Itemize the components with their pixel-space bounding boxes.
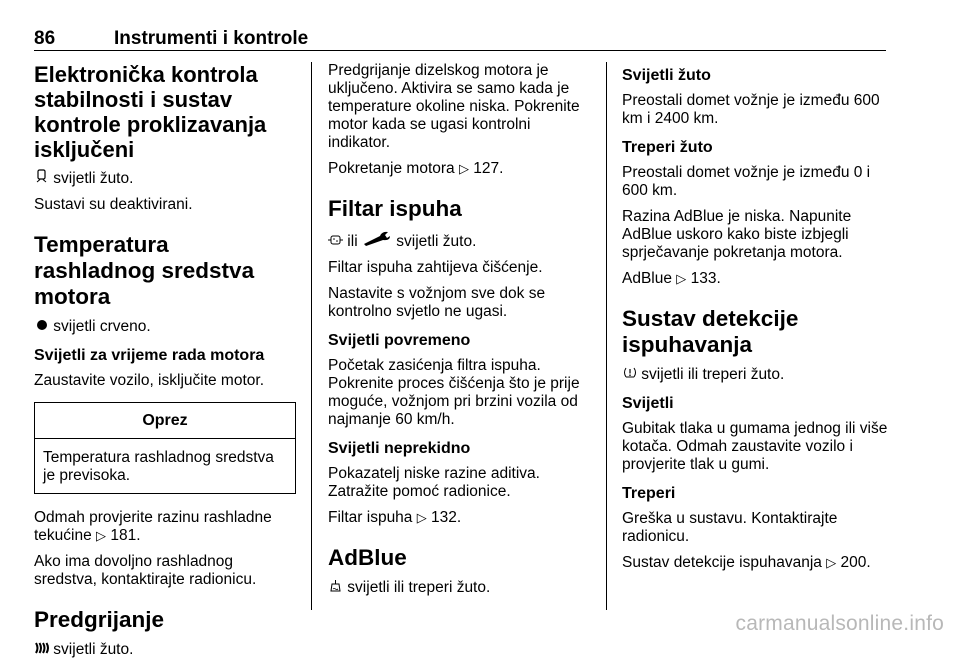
column-divider: [311, 62, 312, 610]
paragraph: [328, 579, 590, 597]
paragraph: Početak zasićenja filtra ispuha. Pokrenite proces čišćenja što je prije moguće, vožnjom pri brzini vozila od najmanje 60 km/h.: [328, 357, 580, 428]
subheading: Svijetli žuto: [622, 67, 711, 84]
text: ili: [343, 233, 362, 250]
subheading: Svijetli neprekidno: [328, 440, 471, 457]
paragraph: Gubitak tlaka u gumama jednog ili više kotača. Odmah zaustavite vozilo i provjerite tlak u gumi.: [622, 420, 888, 473]
adblue-icon: [328, 579, 343, 597]
paragraph: [34, 509, 296, 545]
subheading: Svijetli: [622, 395, 674, 412]
paragraph: Greška u sustavu. Kontaktirajte radionicu.: [622, 510, 838, 545]
caution-title: Oprez: [35, 403, 295, 439]
text: svijetli ili treperi žuto.: [343, 579, 491, 596]
section-title-esc: Elektronička kontrola stabilnosti i sustav kontrole proklizavanja isključeni: [34, 62, 267, 162]
column-2: [328, 62, 590, 605]
paragraph: [622, 554, 888, 572]
text: Filtar ispuha: [328, 509, 417, 526]
tire-pressure-icon: [622, 366, 637, 384]
column-3: [622, 62, 888, 580]
column-1: [34, 62, 296, 667]
paragraph: Preostali domet vožnje je između 600 km i 2400 km.: [622, 92, 880, 127]
paragraph: Pokazatelj niske razine aditiva. Zatražite pomoć radionice.: [328, 465, 540, 500]
page-reference-icon: ▷: [416, 510, 427, 525]
glow-plug-icon: [34, 641, 49, 659]
subheading: Treperi žuto: [622, 139, 713, 156]
page-reference: 181.: [110, 527, 141, 544]
page-reference: 133.: [690, 270, 721, 287]
wrench-icon: [362, 233, 392, 250]
caution-box: [34, 402, 296, 494]
text: Pokretanje motora: [328, 160, 459, 177]
paragraph: [328, 160, 590, 178]
esc-off-icon: [34, 169, 49, 188]
page-reference: 132.: [431, 509, 462, 526]
paragraph: [328, 509, 590, 527]
page-header: [34, 28, 886, 51]
page-reference-icon: ▷: [826, 555, 837, 570]
watermark: carmanualsonline.info: [735, 612, 944, 635]
section-title-filter: Filtar ispuha: [328, 196, 462, 221]
paragraph: Predgrijanje dizelskog motora je uključeno. Aktivira se samo kada je temperature okoline niska. Pokrenite motor kada se ugasi kontrolni indikator.: [328, 62, 580, 151]
running-title: Instrumenti i kontrole: [114, 28, 309, 49]
caution-text: Temperatura rashladnog sredstva je previsoka.: [43, 449, 274, 484]
text: svijetli ili treperi žuto.: [637, 366, 785, 383]
paragraph: Ako ima dovoljno rashladnog sredstva, kontaktirajte radionicu.: [34, 553, 257, 588]
text: AdBlue: [622, 270, 677, 287]
text: svijetli crveno.: [49, 318, 151, 335]
paragraph: [34, 169, 296, 188]
paragraph: Filtar ispuha zahtijeva čišćenje.: [328, 259, 543, 276]
text: svijetli žuto.: [49, 170, 134, 187]
red-dot-icon: [34, 318, 49, 336]
text: svijetli žuto.: [391, 233, 477, 250]
paragraph: [328, 230, 590, 251]
subheading: Svijetli povremeno: [328, 332, 471, 349]
paragraph: Preostali domet vožnje je između 0 i 600 km.: [622, 164, 871, 199]
section-title-preheat: Predgrijanje: [34, 607, 165, 632]
page-number: 86: [34, 28, 56, 49]
page-reference-icon: ▷: [458, 161, 469, 176]
page-reference: 200.: [840, 554, 871, 571]
page-reference-icon: ▷: [96, 528, 107, 543]
paragraph: Nastavite s vožnjom sve dok se kontrolno svjetlo ne ugasi.: [328, 285, 546, 320]
paragraph: [34, 641, 296, 659]
page-reference: 127.: [473, 160, 504, 177]
section-title-coolant: Temperatura rashladnog sredstva motora: [34, 232, 255, 309]
paragraph: [622, 270, 888, 288]
paragraph: [622, 366, 888, 384]
text: Sustav detekcije ispuhavanja: [622, 554, 827, 571]
paragraph: Sustavi su deaktivirani.: [34, 196, 193, 213]
section-title-tpms: Sustav detekcije ispuhavanja: [622, 306, 799, 357]
paragraph: [34, 318, 296, 336]
subheading: Svijetli za vrijeme rada motora: [34, 347, 265, 364]
exhaust-filter-icon: [328, 233, 343, 251]
paragraph: Razina AdBlue je niska. Napunite AdBlue uskoro kako biste izbjegli sprječavanje pokretanja motora.: [622, 208, 852, 261]
paragraph: Zaustavite vozilo, isključite motor.: [34, 372, 265, 389]
page-reference-icon: ▷: [676, 271, 687, 286]
section-title-adblue: AdBlue: [328, 545, 407, 570]
text: Odmah provjerite razinu rashladne tekućine: [34, 509, 272, 544]
text: svijetli žuto.: [49, 641, 134, 658]
subheading: Treperi: [622, 485, 676, 502]
column-divider: [606, 62, 607, 610]
